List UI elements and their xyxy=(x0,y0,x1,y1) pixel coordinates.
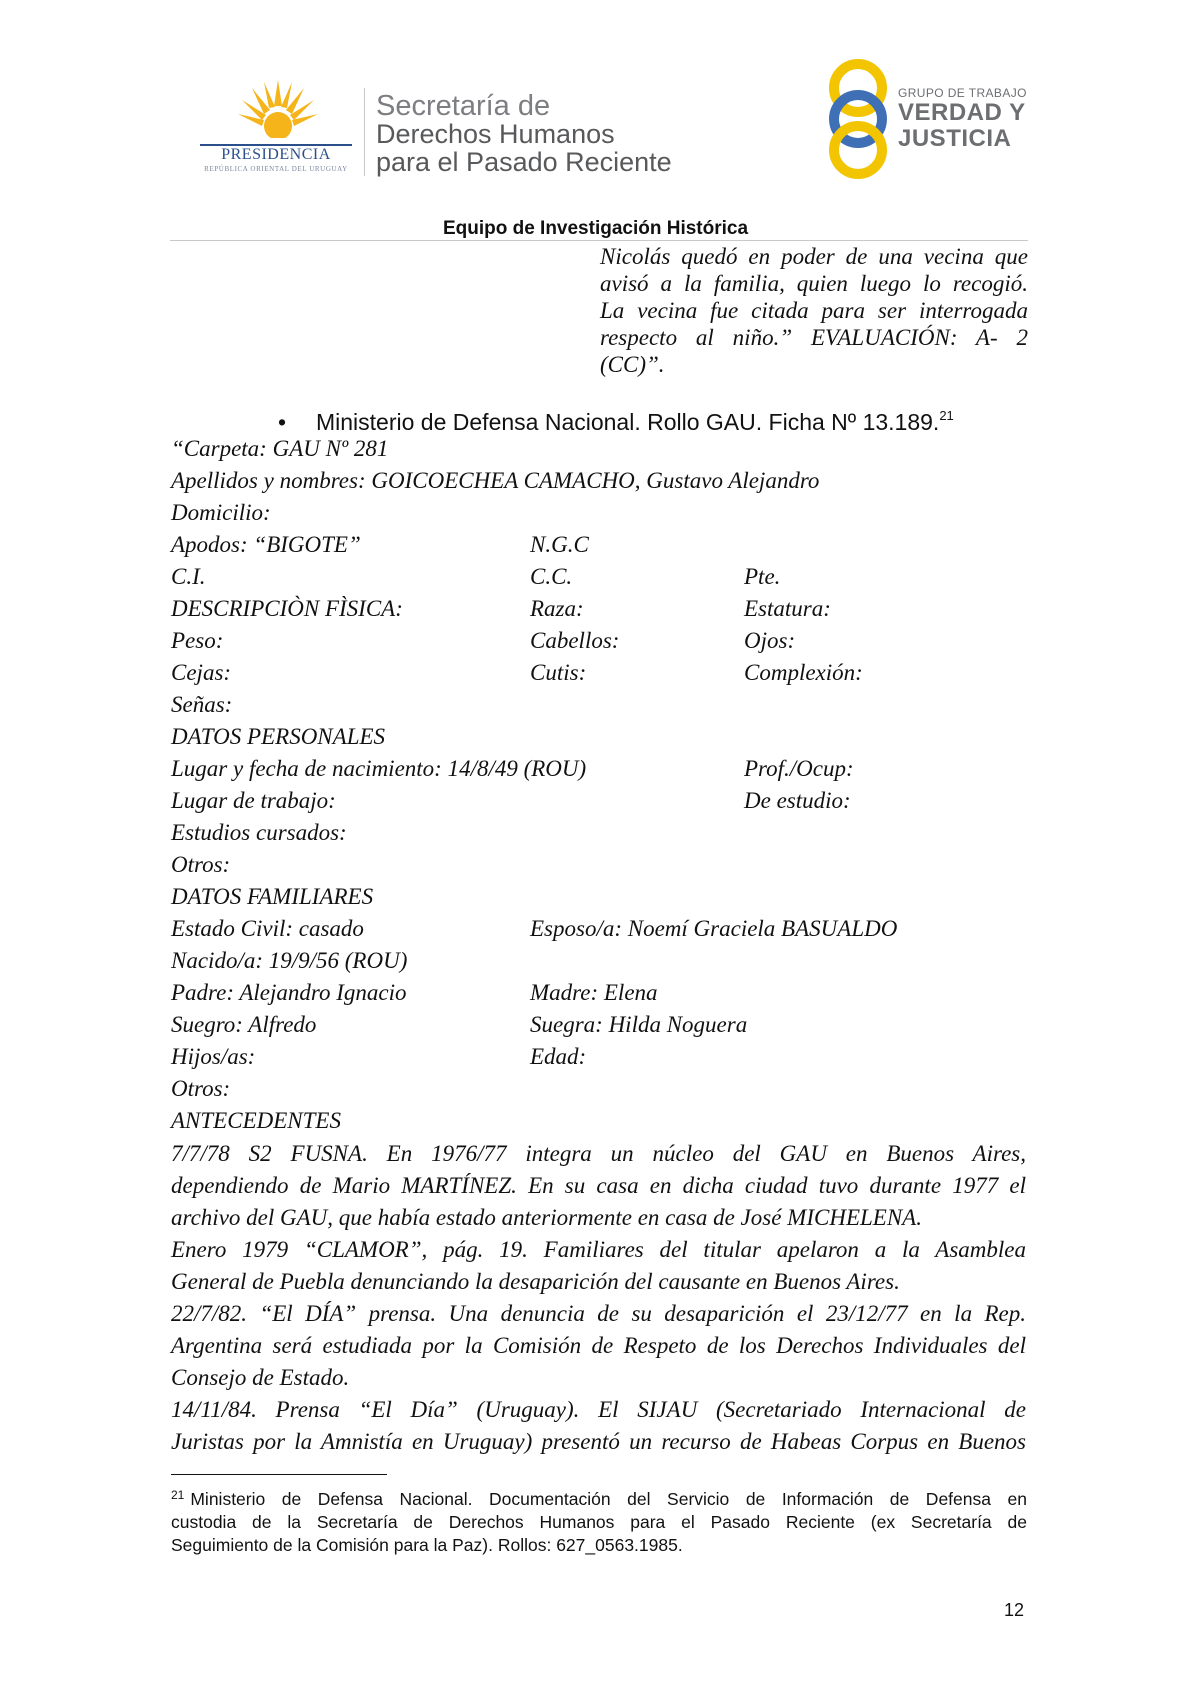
field-edad: Edad: xyxy=(530,1044,587,1069)
field-estado-civil: Estado Civil: casado xyxy=(171,916,364,941)
heading-rule xyxy=(170,240,1028,241)
footnote-line-text: Ministerio de Defensa Nacional. Documentación del Servicio de Información de Defensa en xyxy=(190,1489,1027,1509)
antecedentes-line: Enero 1979 “CLAMOR”, pág. 19. Familiares del titular apelaron a la Asamblea xyxy=(171,1237,1026,1262)
field-ojos: Ojos: xyxy=(744,628,796,653)
antecedentes-line: dependiendo de Mario MARTÍNEZ. En su casa en dicha ciudad tuvo durante 1977 el xyxy=(171,1173,1026,1198)
field-otros-1: Otros: xyxy=(171,852,231,877)
field-lugar-fecha: Lugar y fecha de nacimiento: 14/8/49 (ROU) xyxy=(171,756,587,781)
field-de-estudio: De estudio: xyxy=(744,788,851,813)
antecedentes-line: Consejo de Estado. xyxy=(171,1365,350,1390)
field-domicilio: Domicilio: xyxy=(171,500,271,525)
secretaria-line-2: Derechos Humanos xyxy=(376,119,615,149)
field-otros-2: Otros: xyxy=(171,1076,231,1101)
quote-line: Nicolás quedó en poder de una vecina que xyxy=(600,244,1028,269)
gtvj-line-2: JUSTICIA xyxy=(898,125,1012,152)
field-cabellos: Cabellos: xyxy=(530,628,620,653)
bullet-text: Ministerio de Defensa Nacional. Rollo GAU. Ficha Nº 13.189. xyxy=(316,409,940,435)
gtvj-line-1: VERDAD Y xyxy=(898,99,1026,126)
footnote-line xyxy=(171,1484,1027,1511)
field-padre: Padre: Alejandro Ignacio xyxy=(171,980,407,1005)
field-nacido: Nacido/a: 19/9/56 (ROU) xyxy=(171,948,408,973)
antecedentes-line: 7/7/78 S2 FUSNA. En 1976/77 integra un núcleo del GAU en Buenos Aires, xyxy=(171,1141,1026,1166)
antecedentes-line: 14/11/84. Prensa “El Día” (Uruguay). El SIJAU (Secretariado Internacional de xyxy=(171,1397,1026,1422)
quote-line: respecto al niño.” EVALUACIÓN: A- 2 xyxy=(600,325,1028,350)
antecedentes-line: Juristas por la Amnistía en Uruguay) presentó un recurso de Habeas Corpus en Buenos xyxy=(171,1429,1026,1454)
presidencia-subtitle: REPÚBLICA ORIENTAL DEL URUGUAY xyxy=(204,165,348,173)
field-hijos: Hijos/as: xyxy=(171,1044,256,1069)
antecedentes-text xyxy=(171,1138,1026,1458)
field-apellidos: Apellidos y nombres: GOICOECHEA CAMACHO, Gustavo Alejandro xyxy=(171,468,820,493)
section-datos-personales: DATOS PERSONALES xyxy=(171,724,386,749)
bullet-symbol: • xyxy=(278,409,287,435)
field-suegra: Suegra: Hilda Noguera xyxy=(530,1012,748,1037)
quote-line: (CC)”. xyxy=(600,352,665,377)
secretaria-line-3: para el Pasado Reciente xyxy=(376,147,672,177)
team-heading: Equipo de Investigación Histórica xyxy=(442,218,749,239)
field-complexion: Complexión: xyxy=(744,660,863,685)
field-peso: Peso: xyxy=(171,628,224,653)
field-suegro: Suegro: Alfredo xyxy=(171,1012,317,1037)
gtvj-text xyxy=(898,86,1027,152)
gtvj-logo xyxy=(822,58,1032,182)
field-prof: Prof./Ocup: xyxy=(744,756,854,781)
footnote-line: custodia de la Secretaría de Derechos Humanos para el Pasado Reciente (ex Secretaría de xyxy=(171,1512,1027,1532)
field-senas: Señas: xyxy=(171,692,233,717)
field-descripcion: DESCRIPCIÒN FÌSICA: xyxy=(171,596,403,621)
field-ci: C.I. xyxy=(171,564,206,589)
footnote xyxy=(171,1484,1027,1557)
quote-line: avisó a la familia, quien luego lo recogió. xyxy=(600,271,1028,296)
footnote-separator xyxy=(171,1474,387,1475)
source-bullet xyxy=(278,408,954,436)
field-pte: Pte. xyxy=(744,564,781,589)
footnote-line: Seguimiento de la Comisión para la Paz). Rollos: 627_0563.1985. xyxy=(171,1535,683,1555)
footnote-number: 21 xyxy=(171,1488,185,1502)
section-antecedentes: ANTECEDENTES xyxy=(171,1108,341,1133)
secretaria-line-1: Secretaría de xyxy=(376,90,551,122)
field-ngc: N.G.C xyxy=(530,532,589,557)
antecedentes-line: General de Puebla denunciando la desaparición del causante en Buenos Aires. xyxy=(171,1269,900,1294)
sun-emblem-icon xyxy=(238,80,318,144)
field-lugar-trabajo: Lugar de trabajo: xyxy=(171,788,336,813)
field-carpeta: “Carpeta: GAU Nº 281 xyxy=(171,436,389,461)
field-estatura: Estatura: xyxy=(744,596,831,621)
field-estudios: Estudios cursados: xyxy=(171,820,347,845)
field-cejas: Cejas: xyxy=(171,660,232,685)
field-esposo: Esposo/a: Noemí Graciela BASUALDO xyxy=(530,916,898,941)
footnote-ref[interactable]: 21 xyxy=(939,408,954,423)
antecedentes-line: Argentina será estudiada por la Comisión de Respeto de los Derechos Individuales del xyxy=(171,1333,1026,1358)
field-raza: Raza: xyxy=(530,596,584,621)
header-divider xyxy=(364,88,365,176)
antecedentes-line: 22/7/82. “El DÍA” prensa. Una denuncia de su desaparición el 23/12/77 en la Rep. xyxy=(171,1301,1026,1326)
quote-line: La vecina fue citada para ser interrogada xyxy=(600,298,1028,323)
presidencia-logo xyxy=(196,80,356,180)
field-cutis: Cutis: xyxy=(530,660,587,685)
antecedentes-line: archivo del GAU, que había estado anteriormente en casa de José MICHELENA. xyxy=(171,1205,922,1230)
presidencia-name: PRESIDENCIA xyxy=(221,146,331,163)
field-cc: C.C. xyxy=(530,564,573,589)
interlocking-rings-icon xyxy=(822,58,898,180)
field-apodos: Apodos: “BIGOTE” xyxy=(171,532,361,557)
page-number: 12 xyxy=(1004,1600,1025,1620)
section-datos-familiares: DATOS FAMILIARES xyxy=(171,884,374,909)
secretaria-logo-text xyxy=(376,92,672,176)
field-madre: Madre: Elena xyxy=(530,980,658,1005)
gtvj-top-label: GRUPO DE TRABAJO xyxy=(898,86,1027,100)
quote-block xyxy=(600,243,1028,378)
